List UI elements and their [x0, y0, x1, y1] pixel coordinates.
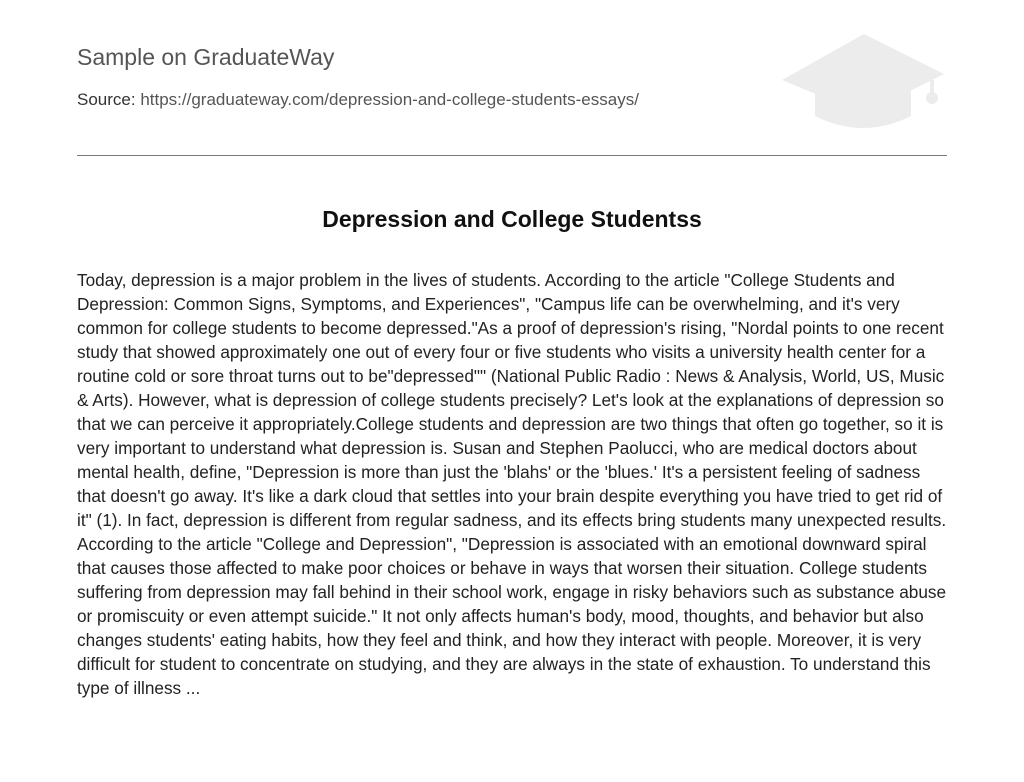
source-label: Source:	[77, 90, 136, 109]
source-link[interactable]: https://graduateway.com/depression-and-college-students-essays/	[140, 90, 639, 109]
document-title: Depression and College Studentss	[322, 206, 702, 232]
source-line	[77, 90, 639, 110]
document-body: Today, depression is a major problem in the lives of students. According to the article "College Students and Depression: Common Signs, Symptoms, and Experiences", "Campus life can be overwhelming, and it's very common for college students to become depressed."As a proof of depression's rising, "Nordal points to one recent study that showed approximately one out of every four or five students who visits a university health center for a routine cold or sore throat turns out to be"depressed"" (National Public Radio : News & Analysis, World, US, Music & Arts). However, what is depression of college students precisely? Let's look at the explanations of depression so that we can perceive it appropriately.College students and depression are two things that often go together, so it is very important to understand what depression is. Susan and Stephen Paolucci, who are medical doctors about mental health, define, "Depression is more than just the 'blahs' or the 'blues.' It's a persistent feeling of sadness that doesn't go away. It's like a dark cloud that settles into your brain despite everything you have tried to get rid of it" (1). In fact, depression is different from regular sadness, and its effects bring students many unexpected results. According to the article "College and Depression", "Depression is associated with an emotional downward spiral that causes those affected to make poor choices or behave in ways that worsen their situation. College students suffering from depression may fall behind in their school work, engage in risky behaviors such as substance abuse or promiscuity or even attempt suicide." It not only affects human's body, mood, thoughts, and behavior but also changes students' eating habits, how they feel and think, and how they interact with people. Moreover, it is very difficult for student to concentrate on studying, and they are always in the state of exhaustion. To understand this type of illness ...	[77, 270, 947, 698]
page-header	[77, 0, 947, 156]
site-title: Sample on GraduateWay	[77, 44, 335, 70]
header-divider	[77, 155, 947, 156]
graduation-cap-icon	[780, 28, 946, 134]
